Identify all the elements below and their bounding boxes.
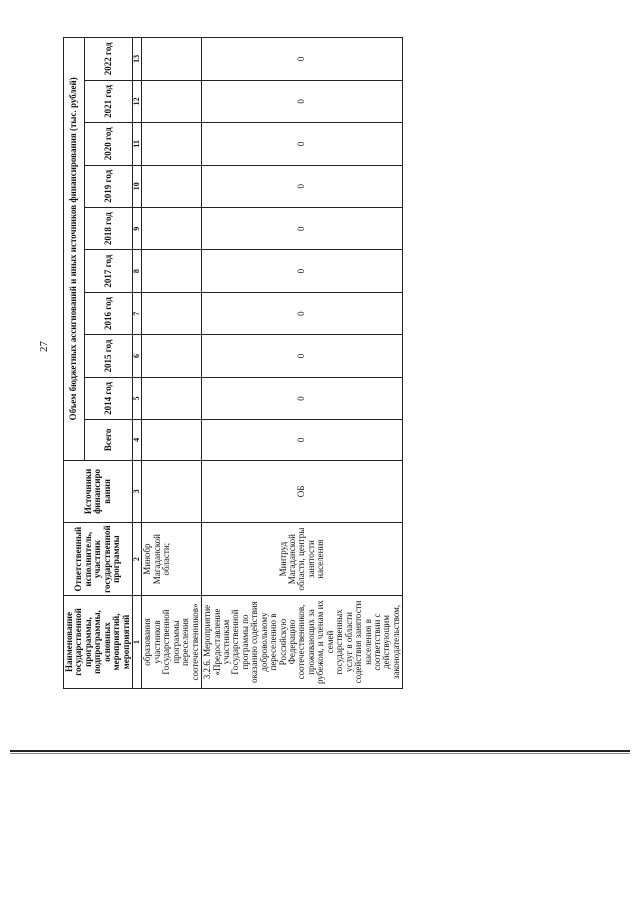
- row-source: [142, 460, 202, 523]
- header-name: Наименование государственной программы, подпрограммы, основных мероприятий, мероприятий: [64, 596, 133, 689]
- row-value: [142, 123, 202, 165]
- financing-table: [63, 37, 403, 689]
- column-number: 10: [133, 165, 142, 207]
- column-number: 2: [133, 523, 142, 596]
- row-source: ОБ: [202, 460, 403, 523]
- header-year-2015: 2015 год: [85, 335, 133, 377]
- header-year-2018: 2018 год: [85, 207, 133, 249]
- header-source: Источники финансиро вания: [64, 460, 133, 523]
- column-number: 4: [133, 420, 142, 460]
- row-value: [142, 38, 202, 81]
- column-number: 11: [133, 123, 142, 165]
- header-year-2021: 2021 год: [85, 80, 133, 122]
- column-number: 6: [133, 335, 142, 377]
- row-value: 0: [202, 335, 403, 377]
- column-number: 5: [133, 377, 142, 419]
- row-value: [142, 335, 202, 377]
- column-number: 1: [133, 596, 142, 689]
- row-value: 0: [202, 377, 403, 419]
- header-year-2017: 2017 год: [85, 250, 133, 292]
- row-name: образования участников Государственной программы переселения соотечественников»: [142, 596, 202, 689]
- header-total: Всего: [85, 420, 133, 460]
- row-value: 0: [202, 123, 403, 165]
- column-number: 13: [133, 38, 142, 81]
- row-value: [142, 80, 202, 122]
- page-divider-line: [10, 750, 630, 752]
- header-year-2016: 2016 год: [85, 292, 133, 334]
- page-number: 27: [38, 341, 50, 352]
- column-number: 12: [133, 80, 142, 122]
- table-row: [142, 38, 202, 689]
- row-value: [142, 165, 202, 207]
- row-value: [142, 250, 202, 292]
- row-value: 0: [202, 292, 403, 334]
- column-number: 3: [133, 460, 142, 523]
- column-number: 9: [133, 207, 142, 249]
- row-value: 0: [202, 38, 403, 81]
- row-value: [142, 292, 202, 334]
- column-number: 8: [133, 250, 142, 292]
- header-volume: Объем бюджетных ассигнований и иных источников финансирования (тыс. рублей): [64, 38, 85, 461]
- row-value: 0: [202, 80, 403, 122]
- row-value: [142, 207, 202, 249]
- row-value: 0: [202, 250, 403, 292]
- row-value: 0: [202, 165, 403, 207]
- page-divider-line-thin: [10, 753, 630, 754]
- header-executor: Ответственный исполнитель, участник государственной программы: [64, 523, 133, 596]
- row-value: 0: [202, 207, 403, 249]
- row-name: 3.2.6. Мероприятие «Предоставление участникам Государственной программы по оказанию содействия добровольному переселению в Российскую Федерацию соотечественников, проживающих за рубежом, и членам их семей государственных услуг в области содействия занятости населения в соответствии с действующим законодательством,: [202, 596, 403, 689]
- row-executor: Минобр Магаданской области;: [142, 523, 202, 596]
- header-year-2020: 2020 год: [85, 123, 133, 165]
- financing-table-wrapper: [63, 37, 401, 689]
- header-year-2019: 2019 год: [85, 165, 133, 207]
- header-year-2014: 2014 год: [85, 377, 133, 419]
- table-row: [202, 38, 403, 689]
- row-value: 0: [202, 420, 403, 460]
- row-executor: Минтруд Магаданской области, центры занятости населения: [202, 523, 403, 596]
- row-value: [142, 420, 202, 460]
- header-year-2022: 2022 год: [85, 38, 133, 81]
- row-value: [142, 377, 202, 419]
- column-number: 7: [133, 292, 142, 334]
